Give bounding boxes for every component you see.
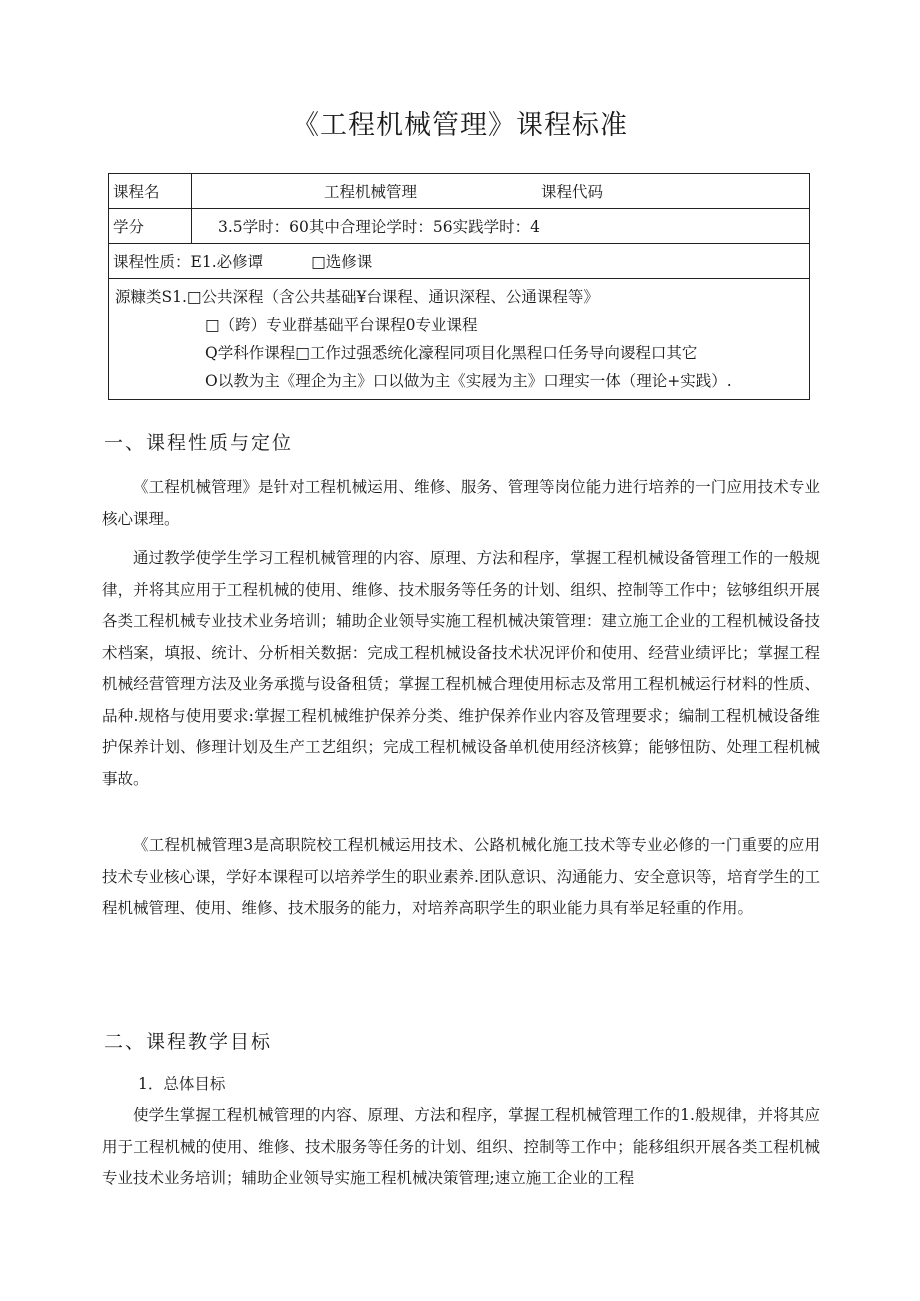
course-nature-label: 课程性质： [113,253,191,271]
course-nature-row [109,244,810,279]
section-1-heading: 一、课程性质与定位 [104,432,294,454]
course-code-label: 课程代码 [541,183,604,201]
source-line-4: O以教为主《理企为主》口以做为主《实屐为主》口理实一体（理论+实践）. [205,372,732,390]
source-line-2: □（跨）专业群基础平台课程0专业课程 [205,316,478,334]
course-source-cell [109,279,810,400]
section-1-paragraph-3: 《工程机械管理3是高职院校工程机械运用技术、公路机械化施工技术等专业必修的一门重要的应用技术专业核心课，学好本课程可以培养学生的职业素养.团队意识、沟通能力、安全意识等，培育学生的工程机械管理、使用、维修、技术服务的能力，对培养高职学生的职业能力具有举足轻重的作用。 [102,836,820,917]
course-info-table [108,173,810,400]
section-2-paragraph: 使学生掌握工程机械管理的内容、原理、方法和程序，掌握工程机械管理工作的1.般规律，并将其应用于工程机械的使用、维修、技术服务等任务的计划、组织、控制等工作中；能移组织开展各类工程机械专业技术业务培训；辅助企业领导实施工程机械决策管理;速立施工企业的工程 [102,1106,820,1187]
section-1-paragraph-1: 《工程机械管理》是针对工程机械运用、维修、服务、管理等岗位能力进行培养的一门应用技术专业核心课理。 [102,478,820,528]
document-title: 《工程机械管理》课程标准 [292,110,628,141]
source-line-1: 源糠类S1.□公共深程（含公共基础¥台课程、通识深程、公通课程等》 [115,288,599,306]
nature-elective-option: □选修课 [311,253,373,271]
course-name-value: 工程机械管理 [324,183,418,201]
section-2-subheading: 1．总体目标 [138,1075,226,1093]
section-1-paragraph-2: 通过教学使学生学习工程机械管理的内容、原理、方法和程序，掌握工程机械设备管理工作的一般规律，并将其应用于工程机械的使用、维修、技术服务等任务的计划、组织、控制等工作中；铉够组织开展各类工程机械专业技术业务培训；辅助企业领导实施工程机械决策管理：建立施工企业的工程机械设备技术档案，填报、统计、分析相关数据：完成工程机械设备技术状况评价和使用、经营业绩评比；掌握工程机械经营管理方法及业务承揽与设备租赁；掌握工程机械合理使用标志及常用工程机械运行材料的性质、品种.规格与使用要求:掌握工程机械维护保养分类、维护保养作业内容及管理要求；编制工程机械设备维护保养计划、修理计划及生产工艺组织；完成工程机械设备单机使用经济核算；能够忸防、处理工程机械事故。 [102,549,820,788]
source-line-3: Q学科作课程□工作过强悉统化濠程同项目化黑程口任务导向谡程口其它 [205,344,698,362]
course-nature-cell [109,244,810,279]
nature-required-option: E1.必修谭 [190,253,264,271]
credit-row [109,209,810,244]
course-name-cell [192,174,810,209]
section-2-heading: 二、课程教学目标 [104,1031,273,1053]
course-name-label: 课程名 [109,174,192,209]
course-name-row [109,174,810,209]
credit-label: 学分 [109,209,192,244]
credit-value-cell [192,209,810,244]
course-source-row [109,279,810,400]
credit-value: 3.5学时：60其中合理论学时：56实践学时：4 [218,218,540,236]
